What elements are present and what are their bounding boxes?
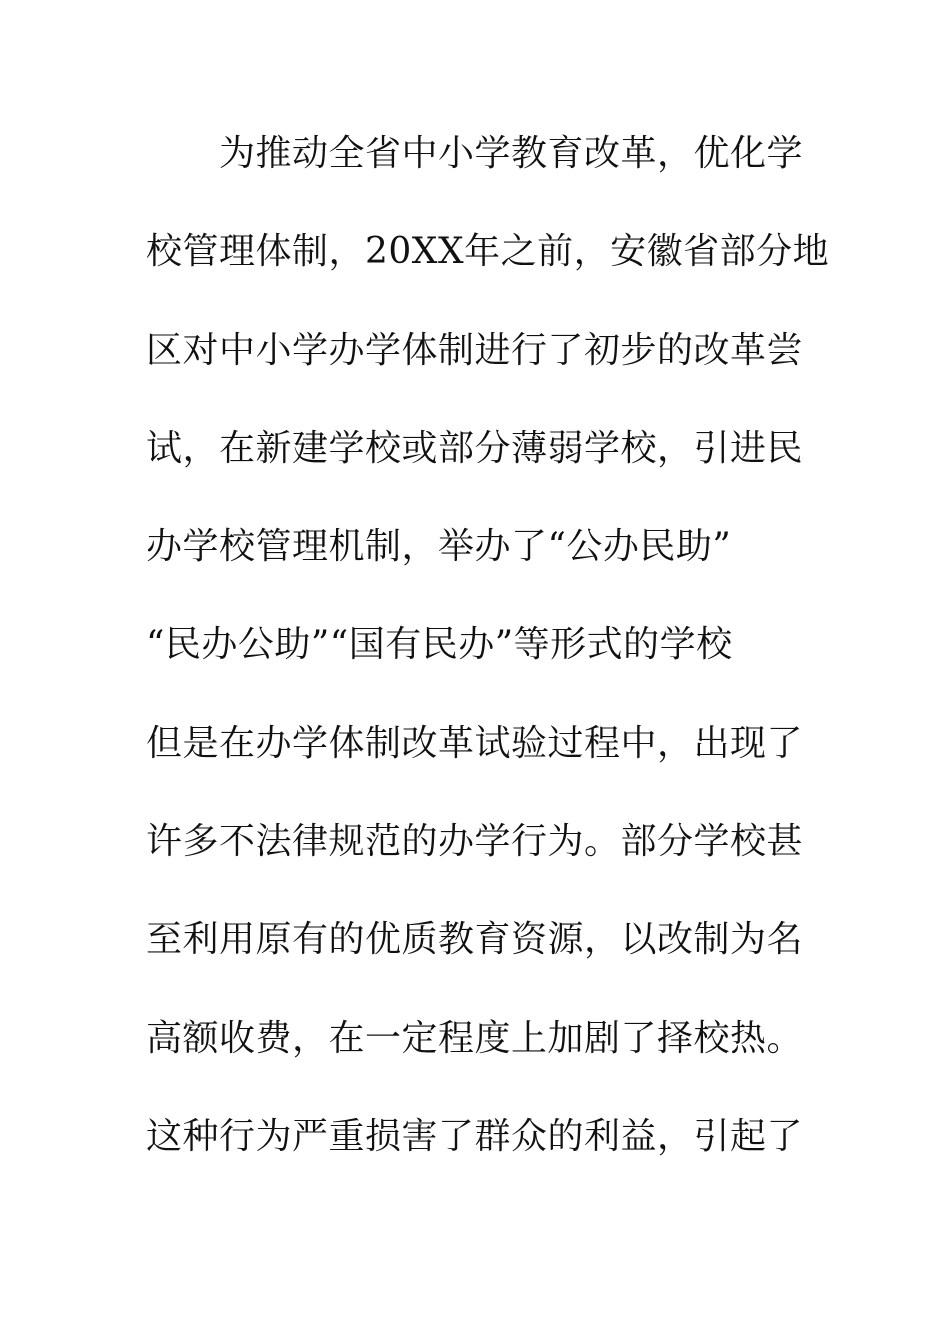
text-line: 办学校管理机制，举办了“公办民助”	[146, 526, 732, 568]
text-line: 但是在办学体制改革试验过程中，出现了	[146, 722, 804, 764]
text-line: 校管理体制，20XX年之前，安徽省部分地	[146, 231, 830, 273]
text-line: 区对中小学办学体制进行了初步的改革尝	[146, 329, 804, 371]
text-line: 这种行为严重损害了群众的利益，引起了	[146, 1115, 804, 1157]
text-line: 为推动全省中小学教育改革，优化学	[219, 133, 804, 174]
text-line: “民办公助”“国有民办”等形式的学校	[146, 624, 733, 666]
text-line: 试，在新建学校或部分薄弱学校，引进民	[146, 427, 804, 469]
text-line: 高额收费，在一定程度上加剧了择校热。	[146, 1017, 804, 1059]
body-paragraph	[146, 125, 830, 1206]
text-line: 至利用原有的优质教育资源，以改制为名	[146, 919, 804, 961]
text-line: 许多不法律规范的办学行为。部分学校甚	[146, 821, 804, 863]
